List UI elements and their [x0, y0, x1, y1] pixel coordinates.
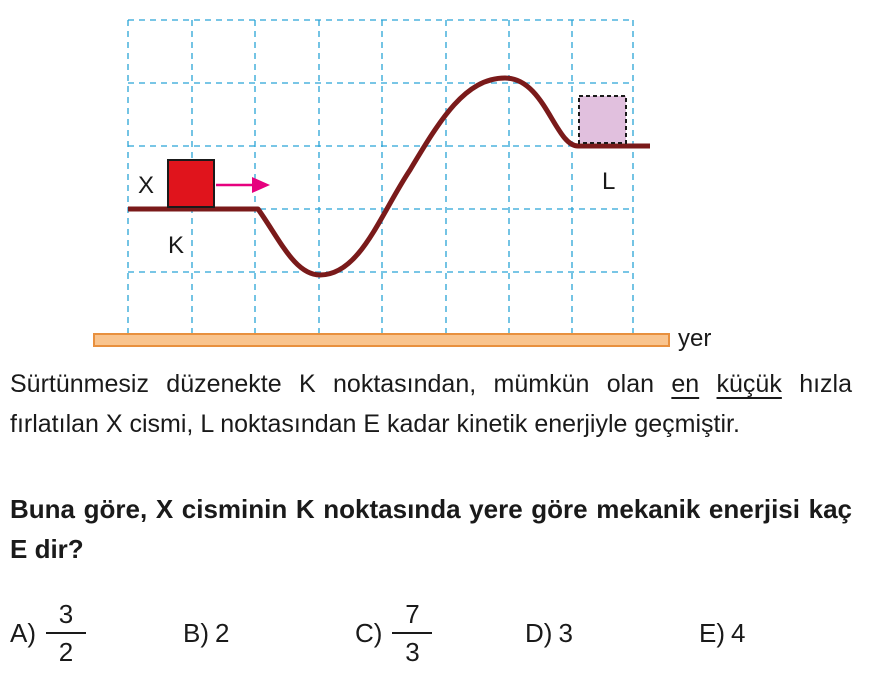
option-c-numerator: 7 — [405, 599, 420, 629]
option-e-letter: E) — [699, 617, 725, 648]
point-label-l: L — [602, 168, 616, 195]
velocity-arrow — [216, 177, 270, 193]
question-text — [10, 364, 852, 444]
option-d-value: 3 — [558, 617, 573, 648]
option-d-letter: D) — [525, 617, 553, 648]
option-c[interactable] — [355, 598, 432, 668]
option-a-letter: A) — [10, 617, 36, 648]
fraction-bar — [46, 632, 86, 634]
option-d[interactable] — [525, 598, 573, 668]
question-underlined-kucuk: küçük — [716, 370, 782, 398]
option-a-fraction — [46, 599, 86, 667]
option-a[interactable] — [10, 598, 86, 668]
ground-label: yer — [678, 325, 712, 352]
option-b-letter: B) — [183, 617, 209, 648]
question-underlined-en: en — [671, 370, 700, 398]
question-text-part-2: hızla fırlatılan X cismi, L noktasından E kadar kinetik enerjiyle geçmiştir. — [10, 370, 853, 438]
option-c-letter: C) — [355, 617, 383, 648]
option-e[interactable] — [699, 598, 745, 668]
fraction-bar — [392, 632, 432, 634]
option-a-denominator: 2 — [58, 637, 74, 667]
option-b[interactable] — [183, 598, 229, 668]
point-label-k: K — [168, 232, 185, 259]
question-prompt: Buna göre, X cisminin K noktasında yere göre mekanik enerjisi kaç E dir? — [10, 494, 852, 564]
block-x — [168, 160, 214, 207]
option-e-value: 4 — [731, 617, 746, 648]
option-a-numerator: 3 — [58, 599, 74, 629]
ground-strip — [94, 334, 669, 346]
option-c-denominator: 3 — [405, 637, 420, 667]
object-label-x: X — [138, 172, 155, 199]
option-c-fraction — [392, 599, 432, 667]
question-text-part-1: Sürtünmesiz düzenekte K noktasından, mümkün olan — [10, 370, 654, 398]
block-l-ghost — [579, 96, 626, 143]
option-b-value: 2 — [215, 617, 230, 648]
